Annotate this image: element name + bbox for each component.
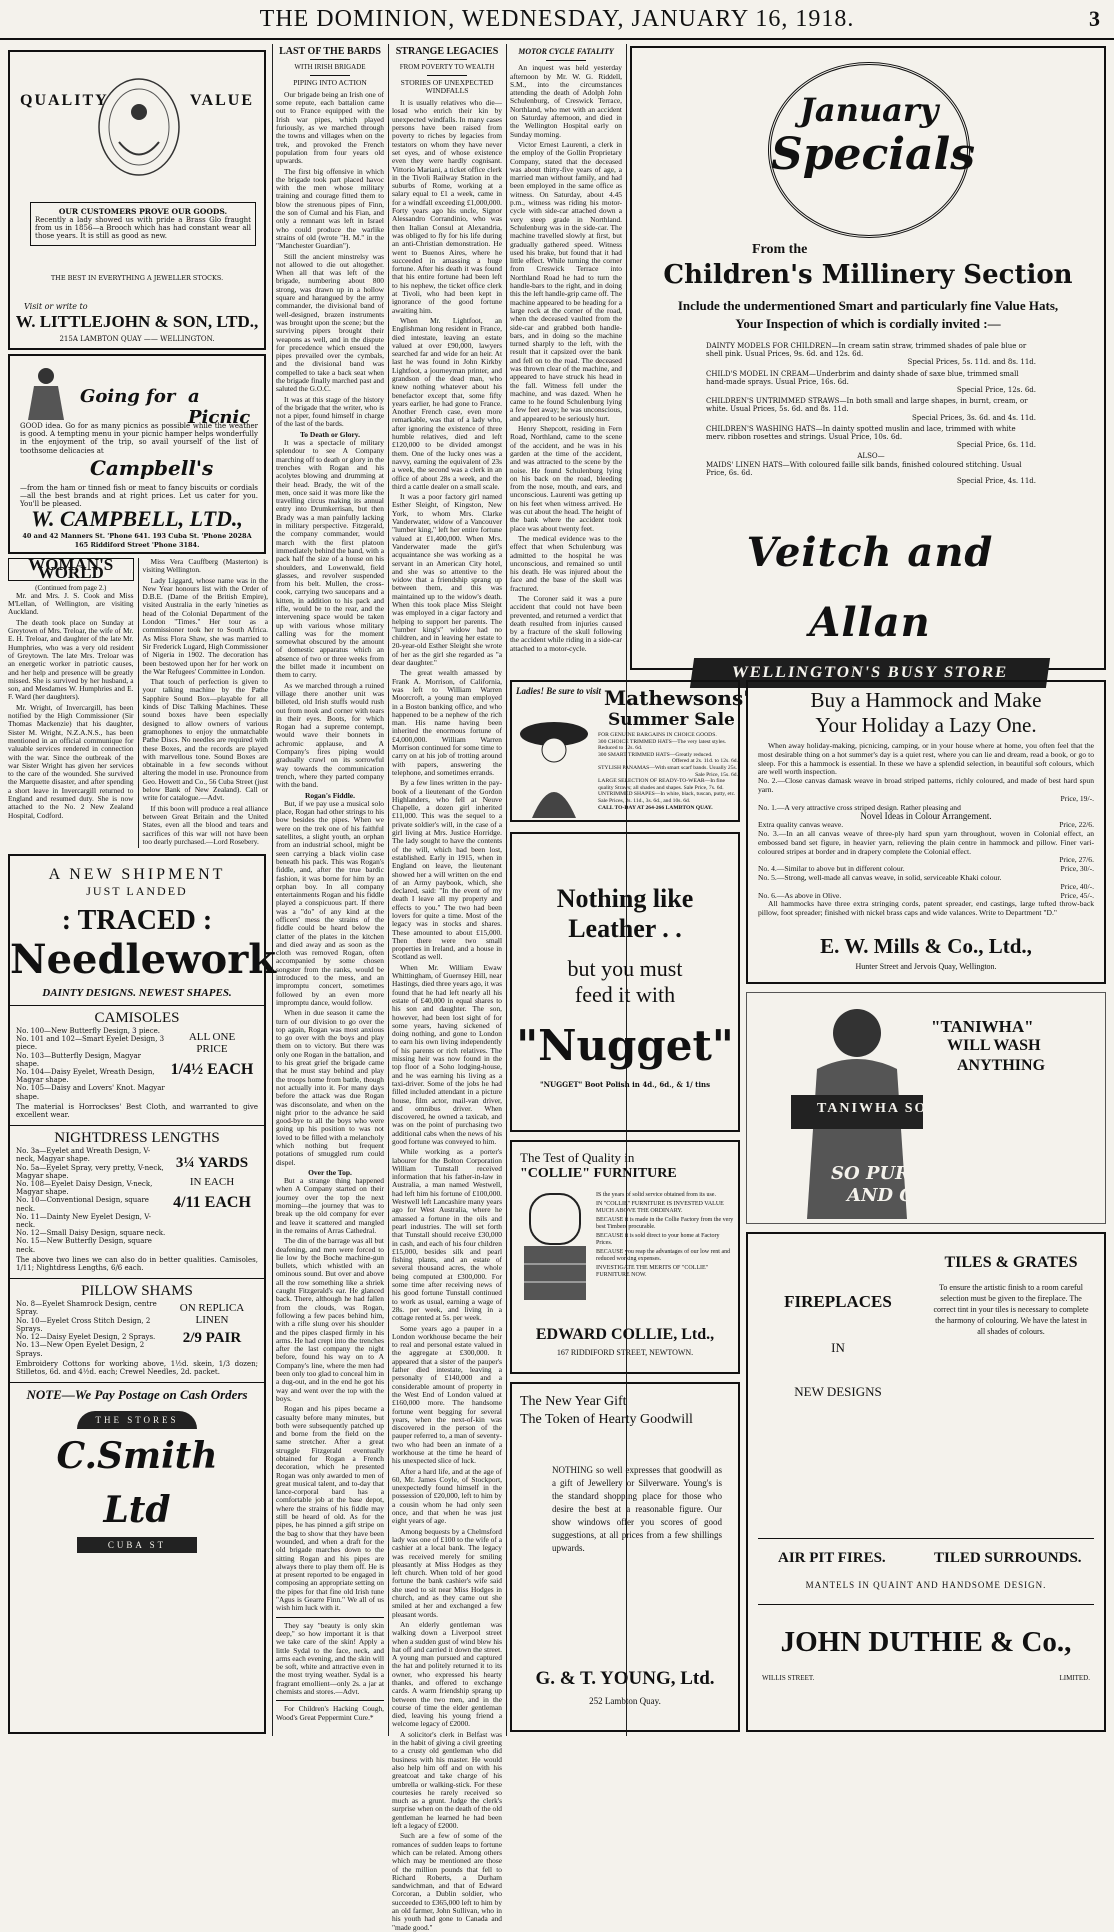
article-paragraph: It was a poor factory girl named Esther Sleight, of Kingston, New York, to whom Mrs. Clarke Vanderwater, widow of a Vancouver "lumber king," left her entire fortune valued at £1,400,000. When Mrs. Vanderwater made the girl's acquaintance she was working as a servant in an American City hotel, and she was so attentive to the widow that a friendship sprang up between them, and this was maintained up to the widow's death. When this took place Miss Sleight was employed in a cigar factory and helping to support her parents. The "lumber king's" widow had no children, and in leaving her estate to 20-year-old Esther Sleight she wrote of her as the girl she regarded as "a dear daughter.": [392, 492, 502, 668]
tiles-text: To ensure the artistic finish to a room careful selection must be given to the fireplace. The correct tint in your tiles is necessary to complete the harmony of colouring. We have the latest in all shades of colours.: [933, 1283, 1089, 1336]
csmith-name: C.Smith Ltd: [56, 1435, 218, 1532]
tiles-panel: [924, 1244, 1098, 1534]
so-pure-text: SO PURE: [831, 1163, 924, 1184]
and-good-text: AND GOOD.: [847, 1185, 968, 1206]
littlejohn-address: 215A LAMBTON QUAY —— WELLINGTON.: [59, 335, 215, 343]
proof-text: Recently a lady showed us with pride a Brass Glo fraught from us in 1856—a Brooch which has had constant wear all those years. It is still as good as new.: [35, 216, 251, 241]
fatality-title: MOTOR CYCLE FATALITY: [518, 47, 614, 56]
fireplace-panel: [758, 1244, 918, 1534]
leather-text: Leather . .: [568, 914, 682, 943]
bards-article: [276, 46, 384, 1736]
campbell-address-1: 40 and 42 Manners St. 'Phone 641. 193 Cuba St. 'Phone 2028A: [22, 532, 252, 540]
genuine-text: FOR GENUINE BARGAINS IN CHOICE GOODS.: [598, 732, 717, 738]
price-label: PRICE: [196, 1043, 228, 1055]
littlejohn-name: W. LITTLEJOHN & SON, LTD.,: [15, 312, 259, 331]
specials-badge: [768, 62, 976, 238]
test-quality-heading: The Test of Quality in: [520, 1150, 635, 1165]
embroidery-note: Embroidery Cottons for working above, 1½d. skein, 1/3 dozen; Stilletos, 6d. and 4½d. each; Crewel Needles, 2d. packet.: [16, 1359, 258, 1376]
mathewsons-ad: [510, 680, 750, 822]
pillow-item: No. 10—Eyelet Cross Stitch Design, 2 Sprays.: [16, 1316, 151, 1333]
article-paragraph: The medical evidence was to the effect that when Schulenburg was admitted to the hospital he was unconscious, and remained so until his death. He was injured about the face and the base of the skull was fractured.: [510, 533, 622, 593]
dainty-designs: DAINTY DESIGNS. NEWEST SHAPES.: [42, 987, 232, 999]
lady-in-hat-illustration: [516, 710, 592, 820]
nightdress-item: No. 108—Eyelet Daisy Design, V-neck, Magyar shape.: [16, 1180, 153, 1197]
novel-ideas-heading: Novel Ideas in Colour Arrangement.: [860, 811, 992, 822]
hammock-item: Extra quality canvas weave.: [758, 820, 844, 830]
column-rule: [272, 44, 273, 1736]
article-paragraph: Lady Liggard, whose name was in the New Year honours list with the Order of D.B.E. (Dame of the British Empire), visited Australia in the early 'nineties as head of the Colonial Department of the London "Times." Her tour as a commissioner took her to South Africa. As Miss Flora Shaw, she was married to Sir Frederick Lugard, High Commissioner of Nigeria in 1902. The decoration has been bestowed upon her for her work on the War Refugees' Committee in London.: [142, 575, 268, 676]
young-name: G. & T. YOUNG, Ltd.: [535, 1668, 715, 1689]
collie-ad: [510, 1140, 740, 1374]
nugget-brand: "Nugget": [516, 1021, 734, 1070]
nightdress-item: No. 15—New Butterfly Design, square neck.: [16, 1237, 152, 1254]
also-label: ALSO—: [857, 452, 885, 461]
article-paragraph: Rogan and his pipes became a casualty before many minutes, but both were subsequently patched up and borne from the field on the same stretcher. After a great struggle Fitzgerald eventually obtained for Rogan a French decoration, which he presented Rogan was only awarded to men of great musical talent, and to-day that lance-corporal bard has a comfortable job at the base depot, where the strains of his fiddle may still be heard of old. As for the pipes, he has pinned a gift stripe on the bag to show that they have been wounded, and when a draft for the old brigade marches down to the sitting Rogan and his pipes are always there to play them off. He is at present reported to be engaged in composing an appropriate setting on the pipes for that fine old Irish tune "Agus is Gearre Finn." We all of us wish him luck with it.: [276, 1404, 384, 1613]
hammock-price: Price, 22/6.: [1059, 820, 1094, 830]
nightdress-item: No. 11—Dainty New Eyelet Design, V-neck.: [16, 1212, 152, 1230]
going-text: Going for: [80, 386, 176, 407]
camisole-price: 1/4½ EACH: [170, 1061, 254, 1078]
article-paragraph: Mr. and Mrs. J. S. Cook and Miss M'Lellan, of Wellington, are visiting Auckland.: [8, 590, 134, 617]
taniwha-ad: [746, 992, 1106, 1224]
article-paragraph: Some years ago a pauper in a London workhouse became the heir to real and personal estate valued in the aggregate at £300,000. It appeared that a sister of the pauper's father died intestate, leaving a personalty of £140,000 and a considerable amount of property in the West End of London valued at £160,000 more. The handsome fortune went begging for several years, when the next-of-kin was discovered in the person of the pauper referred to, a man of seventy-two who had been an inmate of a workhouse at the time he heard of his unexpected slice of luck.: [392, 1323, 502, 1466]
article-paragraph: It was at this stage of the history of the brigade that the writer, who is not a piper, found himself in charge of the last of the bards.: [276, 394, 384, 429]
hat-price: Special Price, 12s. 6d.: [956, 386, 1036, 395]
buy-hammock-heading: Buy a Hammock and Make: [810, 688, 1042, 712]
ladies-text: Ladies! Be sure to visit: [516, 686, 601, 696]
sale-price: Offered at 2s. 11d. to 12s. 6d.: [671, 758, 738, 765]
nightdress-note: The above two lines we can also do in better qualities. Camisoles, 1/11; Nightdress Lengths, 6/6 each.: [16, 1255, 258, 1273]
article-paragraph: But, if we pay use a musical solo place, Rogan had other strings to his bow besides the pipes. When we were on the trek one of his faithful satellites, a slight youth, an orphan from an industrial school, might be seen carrying a black violin case beneath his pack. This was Rogan's fiddle, and, after the true bardic fashion, it was borne for him by an orphan boy. In all company entertainments Rogan and his fiddle played a conspicuous part. If there was a "do" of any kind at the officers' mess the strains of the fiddle could be heard below the clatter of the plates in the kitchen and died away and as soon as the cloth was removed Rogan, often accompanied by some chosen songster from the ranks, would be introduced to the mess, and an impromptu concert, sometimes followed by an even more impromptu dance, would follow.: [276, 798, 384, 1007]
column-rule: [506, 44, 507, 1736]
pillow-price: 2/9 PAIR: [182, 1330, 242, 1347]
collie-name: EDWARD COLLIE, Ltd.,: [535, 1326, 715, 1343]
veitch-logo: [692, 518, 1048, 681]
camisoles-heading: CAMISOLES: [94, 1010, 180, 1026]
article-paragraph: Still the ancient minstrelsy was not allowed to die out altogether. When all that was left of the brigade, numbering about 800 strong, was drawn up in a hollow square and harangued by the army commander, the divisional band of well-designed, brazen instruments was brought upon the scene; but the surviving pipers brought their weapons as well, and in the dispute for precedence which ensued the pipes prevailed over the cymbals, and the divisional band was compelled to take a back seat when the brigade finally marched past and saluted the G.O.C.: [276, 251, 384, 394]
collie-para: IS the years of solid service obtained from its use.: [596, 1192, 716, 1198]
pillow-item: No. 12—Daisy Eyelet Design, 2 Sprays.: [16, 1333, 156, 1342]
hammock-price: Price, 27/6.: [1059, 855, 1094, 865]
hammock-item: No. 4.—Similar to above but in different colour.: [758, 864, 905, 874]
camisole-item: No. 105—Daisy and Lovers' Knot. Magyar shape.: [16, 1084, 165, 1101]
hat-item: CHILD'S MODEL IN CREAM—Underbrim and dainty shade of saxe blue, trimmed small hand-made sprays. Usual Price, 16s. 6d.: [706, 369, 1019, 386]
picnic-text: a Picnic: [188, 386, 251, 428]
collie-furniture-heading: "COLLIE" FURNITURE: [520, 1166, 677, 1181]
campbell-address-2: 165 Riddiford Street 'Phone 3184.: [74, 541, 200, 549]
continued-note: (Continued from page 2.): [35, 583, 107, 592]
mills-address: Hunter Street and Jervois Quay, Wellington.: [855, 962, 997, 971]
hammock-item: No. 6.—As above in Olive.: [758, 890, 842, 900]
page-number: 3: [1089, 6, 1100, 31]
nugget-polish-text: "NUGGET" Boot Polish in 4d., 6d., & 1/ tins: [539, 1080, 711, 1089]
hammock-price: Price, 40/-.: [1060, 881, 1094, 891]
article-paragraph: Miss Vera Cauffberg (Masterton) is visiting Wellington.: [142, 557, 268, 575]
legacies-title: STRANGE LEGACIES: [395, 46, 499, 57]
sale-item: LARGE SELECTION OF READY-TO-WEAR—In fine quality Straws; all shades and shapes. Sale Price, 7s. 6d.: [598, 778, 725, 791]
postage-note: NOTE—We Pay Postage on Cash Orders: [26, 1387, 248, 1403]
new-designs-label: NEW DESIGNS: [794, 1384, 882, 1399]
hat-price: Special Price, 4s. 11d.: [956, 477, 1036, 486]
hat-price: Special Prices, 3s. 6d. and 4s. 11d.: [912, 413, 1036, 422]
article-paragraph: The first big offensive in which the brigade took part placed havoc with the men whose military training and courage fitted them to blow the strenuous pipes of Finn, the son of Cumal and his Fian, and only a remnant was left in Israel who could produce the warlike strains of old (wrote "H. M." in the "Manchester Guardian").: [276, 166, 384, 251]
hammock-note: All hammocks have three extra stringing cords, patent spreader, end castings, large tufted throw-back pillow, foot spreader; finished with nickel brass caps and wide valances. Write to Department "D.": [758, 899, 1094, 918]
anything-text: ANYTHING: [957, 1057, 1046, 1074]
hat-item: CHILDREN'S UNTRIMMED STRAWS—In both small and large shapes, in burnt, cream, or white. Usual Prices, 5s. 6d. and 8s. 11d.: [706, 397, 1028, 414]
hammock-item: No. 5.—Strong, well-made all canvas weave, in solid, serviceable Khaki colour.: [758, 872, 1002, 882]
nightdress-item: No. 3a—Eyelet and Wreath Design, V-neck, Magyar shape.: [16, 1147, 151, 1164]
needlework-heading: Needlework: [10, 936, 276, 983]
veitch-allan-name: Veitch and Allan: [746, 529, 994, 646]
hat-item: CHILDREN'S WASHING HATS—In dainty spotted muslin and lace, trimmed with white merv. ribbon rosettes and strings. Usual Price, 10s. 6d.: [706, 424, 1016, 442]
littlejohn-ad: [8, 50, 266, 350]
price-label: ON REPLICA: [179, 1302, 245, 1315]
veitch-ad: [630, 46, 1106, 681]
lazy-holiday-heading: Your Holiday a Lazy One.: [815, 713, 1037, 737]
nightdress-yards: 3¼ YARDS: [175, 1155, 249, 1172]
pillow-item: No. 13—New Open Eyelet Design, 2 Sprays.: [16, 1341, 145, 1358]
article-paragraph: When Mr. William Ewaw Whittingham, of Guernsey Hill, near Hastings, died three years ago, it was found that he had left nearly all his estate of £40,000 in equal shares to his son and daughter. The son, however, had been lost sight of for some years, having sickened of doing nothing, and gone to London to earn his own living independently of his parents or rich relatives. The missing heir was now found in the top floor of a Soho lodging-house, and he was earning his living as a taxi-driver. Some of the jobs he had filled included attendant in a picture house, film actor, mail-van driver, and omnibus driver. When discovered, he owned a taxicab, and was on the point of purchasing two additional cabs when the news of his good fortune was conveyed to him.: [392, 962, 503, 1146]
campbell-text-2: —from the ham or tinned fish or meat to fancy biscuits or cordials—all the best brands and at right prices. Let us cater for you. You'll be pleased.: [20, 484, 258, 509]
sale-price: Sale Price, 15s. 6d.: [695, 771, 738, 778]
camisole-item: No. 100—New Butterfly Design, 3 piece.: [16, 1027, 160, 1035]
legacies-subtitle-2: STORIES OF UNEXPECTED WINDFALLS: [400, 77, 494, 95]
collie-address: 167 RIDDIFORD STREET, NEWTOWN.: [556, 1348, 694, 1357]
article-paragraph: The din of the barrage was all but deafening, and men were forced to lie low by the Boche machine-gun bullets, which whistled with an ominous sound. But over and above all the row something like a shriek caught Fitzgerald's ear. He glanced back. There, although he had fallen from the clouds, was Rogan, following a few paces behind him, with a rifle slung over his shoulder and the pipes clasped firmly in his arms. He had crept into the trenches after the last company the night before, found his way on to A Company's line, where the men had been only too glad to conceal him in a dug-out, and in the end he got his way and went over the top with the boys.: [276, 1236, 384, 1403]
hammock-item: No. 2.—Close canvas damask weave in broad striped patterns, richly coloured, and made of best hard spun yarn.: [758, 776, 1094, 794]
millinery-section-heading: Children's Millinery Section: [663, 260, 1073, 290]
veitch-items: [706, 342, 1036, 485]
pillow-heading: PILLOW SHAMS: [81, 1283, 193, 1300]
mathewsons-items: [598, 732, 738, 811]
collie-para: INVESTIGATE THE MERITS OF "COLLIE" FURNITURE NOW.: [596, 1265, 709, 1278]
bards-subtitle-1: WITH IRISH BRIGADE: [294, 63, 366, 72]
nothing-like-text: Nothing like: [556, 884, 694, 913]
article-paragraph: Such are a few of some of the romances of sudden leaps to fortune which can be related. Among others which may be mentioned are those of the million pounds that fell to Richard Roberts, a Durham sandwichman, and that of Edward Corcoran, a Dublin soldier, who succeeded to £365,000 left to him by an old farmer, John Sullivan, who in his youth had gone to Canada and "made good.": [392, 1831, 502, 1932]
hat-item: MAIDS' LINEN HATS—With coloured faille silk bands, finished coloured stitching. Usual Price, 6s. 6d.: [706, 460, 1022, 477]
air-pit-fires: AIR PIT FIRES.: [778, 1550, 886, 1566]
article-paragraph: Our brigade being an Irish one of some repute, each battalion came out to France equipped with the Irish war pipes, which played furiously, as we marched through the towns and villages when on the trek, and provoked the French population from four years old upwards.: [276, 89, 384, 166]
duthie-name: JOHN DUTHIE & Co.,: [780, 1626, 1072, 1658]
busy-store-banner: WELLINGTON'S BUSY STORE: [690, 658, 1050, 688]
mills-name: E. W. Mills & Co., Ltd.,: [820, 934, 1032, 958]
token-heading: The Token of Hearty Goodwill: [520, 1412, 693, 1427]
article-paragraph: Henry Shepcott, residing in Fern Road, Northland, came to the scene of the accident, and he was in his garden at the time of the accident, and was attracted to the scene by the noise. He found Schulenburg lying on his back on the road, bleeding from the nose, mouth, and ears, and unconscious. Laurenti was getting up on his feet when witness arrived. He was cut about the head. The height of the bank where the accident took place was about twenty feet.: [510, 424, 622, 533]
young-text: NOTHING so well expresses that goodwill as a gift of Jewellery or Silverware. Young's is the standard shopping place for those who desire the best at a reasonable figure. Our show windows offer you scores of good suggestions, at all prices from a few shillings upwards.: [552, 1465, 722, 1553]
article-paragraph: The death took place on Sunday at Greytown of Mrs. Treloar, the wife of Mr. E. H. Treloar, and daughter of the late Mr. Humphries, who was a very old resident of Greytown. The late Mrs. Treloar was an energetic worker in patriotic causes, and her help and presence will be greatly missed. She is survived by her husband, a son, and Mesdames W. Humphries and E. F. Ward (her daughters).: [8, 617, 134, 702]
hammock-price: Price, 45/-.: [1060, 890, 1094, 900]
article-paragraph: Victor Ernest Laurenti, a clerk in the employ of the Gollin Proprietary Company, stated that the deceased was about thirty-five years of age, a married man without family, and had been employed in the same office as witness. On Saturday, about 4.45 p.m., witness was riding his motor-cycle with side-car attached down a very steep grade in Northland. Schulenburg was in the side-car. The machine travelled slowly at first, but gradually gathered speed. Witness used his brake, but found that it had little effect. While turning the corner from Creswick Terrace into Northland Road he had to turn the handle-bars to the right, and in doing this the left handle-grip came off. The machine appeared to be heading for a large rock at the corner of the road, when the deceased vaulted from the side-car and grabbed both handle-bars, and in doing so the machine turned sharply to the left, with the result that it capsized over the bank and fell on to the road. The deceased was thrown clear of the machine, and appeared to have struck his head in the fall. Witness fell under the machine, and was dazed. When he came to he found Schulenburg lying a few feet away; he was unconscious, and appeared to be seriously hurt.: [510, 139, 622, 423]
article-paragraph: The Coroner said it was a pure accident that could not have been prevented, and returned a verdict that death resulted from injuries caused by a fracture of the skull following the accident while riding in a side-car attached to a motor-cycle.: [510, 594, 622, 653]
hammock-item: No. 1.—A very attractive cross striped design. Rather pleasing and: [758, 802, 961, 812]
feed-text: feed it with: [574, 982, 676, 1007]
nugget-ad: [510, 832, 740, 1132]
price-label: LINEN: [195, 1314, 229, 1327]
hat-item: DAINTY MODELS FOR CHILDREN—In cream satin straw, trimmed shades of pale blue or shell pink. Usual Prices, 9s. 6d. and 12s. 6d.: [706, 342, 1027, 359]
camisole-item: No. 103—Butterfly Design, Magyar shape.: [16, 1051, 141, 1068]
subheading: To Death or Glory.: [299, 429, 360, 439]
masthead: [0, 0, 1114, 40]
young-ad: [510, 1382, 740, 1732]
article-paragraph: It was a spectacle of military splendour to see A Company marching off to death or glory in the trenches with Rogan and his acolytes blowing and drumming at their head. Brady, the wit of the men, once said it was more like the travelling circus making its annual entry into Drumkerrisan, but then Brady was a man painfully lacking in military perspective. Fitzgerald, the company commander, would march with the first platoon immediately behind the band, with a pack half the size of a house on his shoulders, and Lowenwald, field glasses, and revolver suspended from his belt. Mullen, the cross-cook, carrying two saucepans and a kitten, in addition to his pack and rifle, would be to the rear, and the intervening space would be taken up with various whose military calling was for the moment somewhat obscured by the amount of domestic apparatus which an absence of two or three weeks from the billet made it incumbent on them to carry.: [276, 438, 384, 680]
willis-street: WILLIS STREET.: [762, 1674, 815, 1682]
pillow-item: No. 8—Eyelet Shamrock Design, centre Spray.: [16, 1300, 157, 1317]
bards-subtitle-2: PIPING INTO ACTION: [293, 77, 367, 87]
article-paragraph: When in due season it came the turn of our division to go over the top again, Rogan was most anxious to go over with the boys and play them on to victory. But there was only one Rogan in the battalion, and to his great grief the brigade came that he must stay behind and play the troops home from battle, though not actually into it. For many days before the attack was due Rogan was disconsolate, and when on the night prior to the advance he said good-bye to all the boys who were going up his position to was not loved to be filled with a melancholy which nothing but frequent potations of smuggled rum could dispel.: [276, 1008, 384, 1167]
nightdress-price: 4/11 EACH: [173, 1194, 251, 1212]
subheading: Over the Top.: [308, 1167, 352, 1177]
article-paragraph: That touch of perfection is given to your talking machine by the Pathe Sapphire Sound Box—playable for all kinds of Disc Talking Machines. These sound boxes have been especially designed to allow owners of various gramophones to enjoy the unmatchable Pathe Discs. No needles are required with these Boxes, and the records are played with marvellous tone. Sound Boxes are obtainable in a few seconds without altering the model in use. Pronounce from Geo. Howett and Co., 56 Cuba Street (just below Bank of New Zealand). Call or write for catalogue.—Advt.: [142, 677, 268, 803]
cuba-banner: CUBA ST: [77, 1537, 197, 1553]
article-paragraph: Among bequests by a Chelmsford lady was one of £100 to the wife of a cashier at a local bank. The legacy was received merely for smiling pleasantly at Miss Hodges as they left church. When told of her good fortune the bank cashier's wife said she used to sit near Miss Hodges in church, and as they came out she smiled at her and exchanged a few pleasant words.: [392, 1526, 502, 1619]
legacies-article: [392, 46, 503, 1932]
nightdress-item: No. 12—Small Daisy Design, square neck.: [16, 1229, 166, 1238]
article-paragraph: An elderly gentleman was walking down a Liverpool street when a sudden gust of wind blew his hat off and carried it down the street. A young man pursued and captured the hat and politely returned it to its owner, who expressed his hearty thanks, and offered to exchange cards. A warm friendship sprang up between the two men, and in the course of time the elder gentleman died, leaving his young friend a welcome legacy of £2000.: [392, 1619, 502, 1729]
hammock-intro: When away holiday-making, picnicing, camping, or in your house where at home, you often feel that the most desirable thing on a hot summer's day is a quiet rest, where you can lie and dream, read a book, or go to sleep. For this a hammock is essential. In these we have a splendid selection, in beautiful soft colours, which are well worth inspection.: [758, 741, 1094, 777]
article-paragraph: An inquest was held yesterday afternoon by Mr. W. G. Riddell, S.M., into the circumstances attending the death of Adolph John Schulenburg, of Creswick Terrace, Northland, who met with an accident on Saturday afternoon, and died in the Wellington Hospital early on Sunday morning.: [510, 63, 622, 139]
column-rule: [388, 44, 389, 1736]
campbell-brand: Campbell's: [90, 456, 214, 480]
new-year-gift-heading: The New Year Gift: [520, 1394, 627, 1409]
specials-heading: Specials: [771, 129, 976, 180]
camisole-note: The material is Horrockses' Best Cloth, and warranted to give excellent wear.: [16, 1102, 258, 1120]
picnic-figure-illustration: [16, 362, 76, 422]
article-paragraph: It is usually relatives who die—losad who enrich their kin by unexpected windfalls. In many cases persons have been raised from poverty to riches by legacies from testators on whom they have never set eyes, and of whose existence even they were hardly cognisant. Vittorio Mariani, a ticket office clerk in the Tivoli Railway Station in the suburbs of Rome, working at a salary equal to £1 a week, came in for a windfall exceeding £1,000,000. Forty years ago his uncle, Signor Alessandro Corrandinio, who was then Italian Consul at Alexandria, was obliged to fly for his life during an anti-Christian demonstration. He went to Buenos Aires, where he succeeded in amassing a huge fortune. After his death it was found that his entire fortune had been left to his nephew, the ticket office clerk at Tivoli, who had been kept in ignorance of the good fortune awaiting him.: [392, 98, 502, 315]
sale-item: UNTRIMMED SHAPES—In white, black, tuscan, putty, etc. Sale Prices, 2s. 11d., 3s. 6d., and 10s. 6d.: [598, 791, 736, 804]
mantels-text: MANTELS IN QUAINT AND HANDSOME DESIGN.: [805, 1580, 1047, 1590]
camisole-item: No. 104—Daisy Eyelet, Wreath Design, Magyar shape.: [16, 1068, 155, 1085]
collie-para: BECAUSE you reap the advantages of our low rent and reduced working expenses.: [596, 1249, 731, 1262]
advert-paragraph: For Children's Hacking Cough, Wood's Great Peppermint Cure.*: [276, 1704, 384, 1722]
taniwha-brand: "TANIWHA": [931, 1017, 1034, 1036]
article-paragraph: After a hard life, and at the age of 60, Mr. James Coyle, of Stockport, unexpectedly found himself in the possession of £20,000, left to him by a cousin whom he had only seen once, and that when he was just eight years of age.: [392, 1466, 502, 1526]
fireplaces-heading: FIREPLACES: [784, 1292, 892, 1311]
nightdress-item: No. 10—Conventional Design, square neck.: [16, 1196, 149, 1213]
collie-text: [596, 1192, 736, 1279]
article-paragraph: A solicitor's clerk in Belfast was in the habit of giving a civil greeting to a crusty old gentleman who did business with his master. He would also help him off and on with his greatcoat and take charge of his umbrella or walking-stick. For these courtesies he rarely received so much as a grunt. Judge the clerk's surprise when on the death of the old gentleman he learned he had been left a legacy of £2000.: [392, 1729, 502, 1831]
collie-para: IN "COLLIE" FURNITURE IS INVESTED VALUE MUCH ABOVE THE ORDINARY.: [596, 1201, 724, 1214]
article-paragraph: If this boon will produce a real alliance between Great Britain and the United States, even all the blood and tears and sacrifices of this war will not have been too dearly purchased.—Lord Rosebery.: [142, 803, 268, 846]
include-text: Include the undermentioned Smart and particularly fine Value Hats,: [677, 298, 1059, 313]
sale-item: 300 CHOICE TRIMMED HATS—The very latest styles. Reduced to 12s. 6d.: [598, 738, 727, 752]
womans-world-title: WOMAN'S WORLD: [8, 558, 134, 581]
article-paragraph: Mr. Wright, of Invercargill, has been notified by the High Commissioner (Sir Thomas Mackenzie) that his daughter, Sister M. Wright, N.Z.A.N.S., has been mentioned in an official communique for valuable services rendered in connection with the war. Since the outbreak of the war Sister Wright has given her services to the care of the wounded. She survived the Marquette disaster, and after spending a short leave in Invercargill returned to England and resumed duty. She is now attached to the No. 2 New Zealand Hospital, Codford.: [8, 702, 134, 820]
proof-box: [30, 202, 256, 246]
nightdress-item: No. 5a—Eyelet Spray, very pretty, V-neck, Magyar shape.: [16, 1163, 164, 1180]
in-each-label: IN EACH: [189, 1176, 235, 1189]
tiles-grates-heading: TILES & GRATES: [944, 1254, 1078, 1271]
dresser-illustration: [520, 1190, 590, 1310]
needlework-ad: [8, 854, 276, 1734]
bards-title: LAST OF THE BARDS: [279, 46, 381, 57]
csmith-logo: [37, 1411, 237, 1551]
price-label: ALL ONE: [188, 1031, 236, 1043]
wash-text: WILL WASH: [947, 1037, 1041, 1054]
hat-price: Special Prices, 5s. 11d. and 8s. 11d.: [907, 358, 1036, 367]
fatality-article: [510, 46, 622, 672]
campbell-name: W. CAMPBELL, LTD.,: [31, 506, 243, 531]
landed-heading: JUST LANDED: [86, 884, 188, 898]
inspection-text: Your Inspection of which is cordially invited :—: [735, 316, 1001, 331]
best-tagline: THE BEST IN EVERYTHING A JEWELLER STOCKS.: [50, 274, 224, 282]
soap-bar-label: TANIWHA SOAP: [817, 1101, 951, 1116]
traced-heading: : TRACED :: [61, 905, 213, 936]
proof-title: OUR CUSTOMERS PROVE OUR GOODS.: [58, 207, 228, 216]
camisole-item: No. 101 and 102—Smart Eyelet Design, 3 piece.: [16, 1035, 165, 1052]
in-label: IN: [831, 1340, 845, 1355]
hat-price: Special Price, 6s. 11d.: [956, 441, 1036, 450]
but-text: but you must: [567, 956, 683, 981]
article-paragraph: By a few lines written in the pay-book of a lieutenant of the Gordon Highlanders, who fell at Neuve Chapelle, a dozen girl inherited £11,000. This was the sequel to a private soldier's will, in the case of a girl living at Mrs. Justice Horridge. The lady sought to have the contents of the will, which had been lost, established. Early in 1915, when in England on leave, the lieutenant showed her a will written on the end of an Army paybook, which, she declared, said: "In the event of my death I leave all my property and effects to you." The two had been lovers for quite a time. Most of the legacy was in stocks and shares. These amounted to about £15,000. Then there were two small properties in Ireland, and a house in Scotland as well.: [392, 778, 502, 962]
article-paragraph: When Mr. Lightfoot, an Englishman long resident in France, died intestate, leaving an estate valued at over £90,000, lawyers searched far and wide for an heir. At last he was found in John Kirkby Lightfoot, a journeyman printer, and grandson of the dead man, who knew nothing whatever about his benefactor except that, some fifty years earlier, he had gone to France. Another French case, even more remarkable, was that of a lady who, after ignoring the existence of three humble relatives, died and left £120,000 to be divided amongst them. One of the lucky ones was a navvy, earning the equivalent of 23s a week, the second was a clerk in an office of about 28s a week, and the third a cattle dealer on a small scale.: [392, 315, 502, 491]
shipment-heading: A NEW SHIPMENT: [48, 866, 226, 883]
hammock-ad: [746, 680, 1106, 984]
nightdress-heading: NIGHTDRESS LENGTHS: [54, 1130, 220, 1147]
young-address: 252 Lambton Quay.: [589, 1696, 661, 1706]
article-paragraph: While working as a porter's labourer for the Bolton Corporation William Tunstall received information that his father-in-law in Australia, a man named Westwell, had left him his fortune of £100,000. Westwell left Lancashire many years ago for West Australia, where he amassed a fortune in the oils and pearl industries. The will set forth that Tunstall should receive £30,000 in cash, and each of his four children £15,000, besides silk and pearl fishing plants, and an estate of several thousand acres, the whole being computed at £300,000. For some time after receiving news of his good fortune Tunstall continued to work as usual, earning a wage of 28s. per week, and living in a cottage rented at 5s. per week.: [392, 1147, 502, 1323]
limited-label: LIMITED.: [1059, 1674, 1090, 1682]
hammock-price: Price, 30/-.: [1060, 864, 1094, 874]
collie-para: BECAUSE it is sold direct to your home at Factory Prices.: [596, 1233, 720, 1246]
legacies-subtitle-1: FROM POVERTY TO WEALTH: [399, 63, 495, 72]
call-text: CALL TO-DAY AT 264-266 LAMBTON QUAY.: [598, 804, 713, 811]
article-paragraph: But a strange thing happened when A Company started on their journey over the top the next morning—the journey that was to break up the old company for ever and leave it scattered and mangled in the remains of Arras Cathedral.: [276, 1176, 384, 1235]
sale-item: STYLISH PANAMAS—With smart scarf bands. Usually 25s.: [598, 764, 738, 771]
womans-world-section: [8, 555, 268, 850]
from-the-label: From the: [752, 242, 808, 257]
quality-label: QUALITY: [20, 92, 109, 109]
visit-text: Visit or write to: [24, 302, 88, 311]
hammock-item: No. 3.—In an all canvas weave of three-ply hard spun yarn throughout, woven in Colonial effect, an embossed band set figure, in heavier yarn, relieving the plain centre in hammock and pillow. Finer vari-coloured stripes at border and in drapery complete the Colonial effect.: [758, 828, 1094, 856]
article-paragraph: The great wealth amassed by Frank A. Morrison, of California, was left to William Warren Moorcroft, a young man employed in a Boston banking office, and who happened to be a nephew of the rich man. His name having been inherited the enormous fortune of £4,000,000. William Warren Morrison continued for some time to carry on at his job of trotting around with papers, answering the telephone, and sometimes errands.: [392, 668, 502, 777]
stores-banner: THE STORES: [77, 1411, 197, 1429]
collie-para: BECAUSE it is made in the Collie Factory from the very best Timbers procurable.: [596, 1217, 734, 1230]
value-label: VALUE: [190, 92, 254, 109]
campbell-ad: [8, 354, 266, 554]
summer-sale-heading: Summer Sale: [608, 710, 735, 730]
campbell-text: GOOD idea. Go for as many picnics as possible while the weather is good. A tempting menu in your picnic hamper helps wonderfully in the enjoyment of the trip, so avail yourself of the list of toothsome delicacies at: [20, 422, 258, 455]
subheading: Rogan's Fiddle.: [304, 790, 355, 800]
article-paragraph: As we marched through a ruined village there another unit was billeted, old Irish stuffs would rush out from nook and corner with tears in their eyes. Boots, for which Rogan had a supreme contempt, would wave their bonnets in achromic applause, and A Company's fires piping would gradually crawl on its sorrowful way towards the communication trench, where they parted company with the band.: [276, 680, 384, 790]
jewellery-illustration: [84, 72, 194, 182]
hammock-body: [748, 738, 1104, 918]
advert-paragraph: They say "beauty is only skin deep," so how important it is that we take care of the skin! Apply a little Sydal to the face, neck, and arms each evening, and the skin will be soft, white and attractive even in the most trying weather. Sydal is a fragrant emollient—only 2s. a jar at chemists and stores.—Advt.: [276, 1620, 384, 1696]
january-heading: January: [799, 91, 939, 129]
duthie-ad: [746, 1232, 1106, 1732]
newspaper-title: THE DOMINION, WEDNESDAY, JANUARY 16, 1918.: [259, 6, 855, 32]
mathewsons-name: Mathewsons': [604, 686, 750, 710]
sale-item: 300 SMART TRIMMED HATS—Greatly reduced.: [598, 751, 713, 758]
tiled-surrounds: TILED SURROUNDS.: [934, 1550, 1082, 1566]
hammock-price: Price, 19/-.: [1060, 793, 1094, 803]
